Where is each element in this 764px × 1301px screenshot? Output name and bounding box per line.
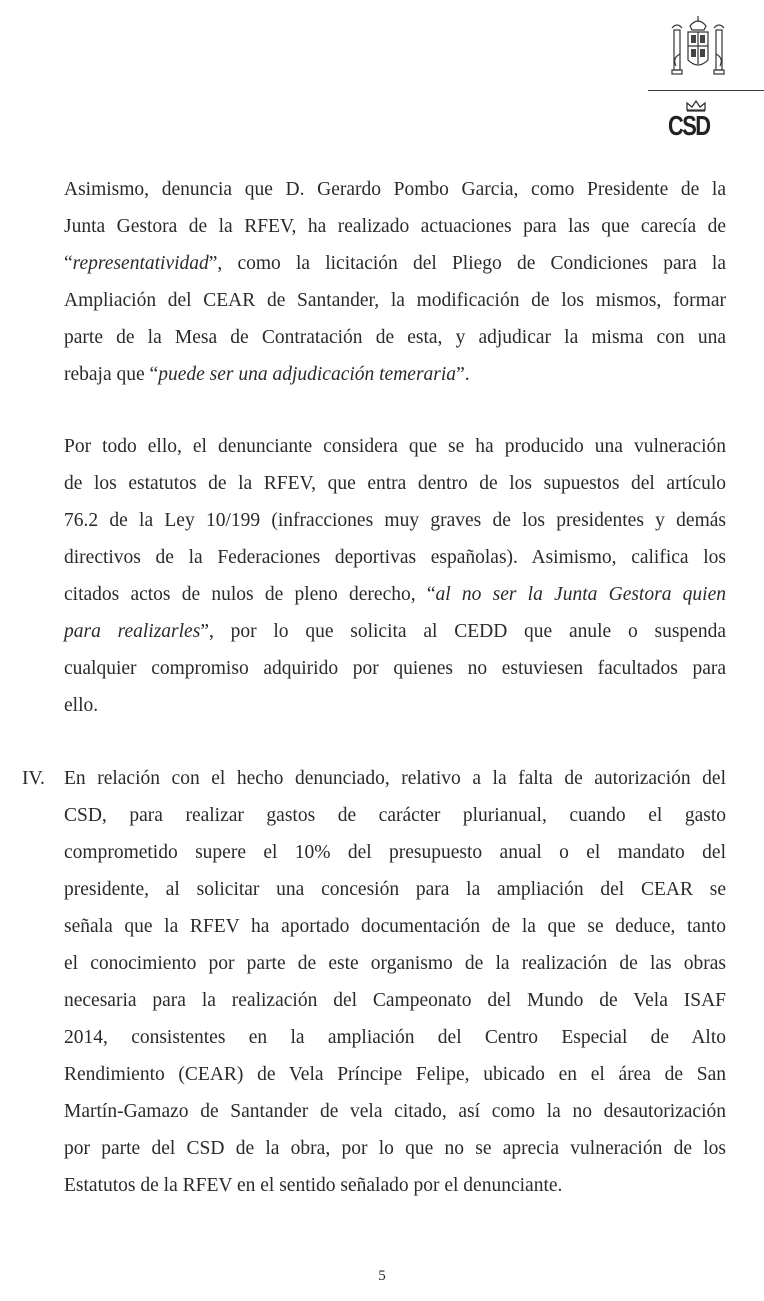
section-iv-line: el conocimiento por parte de este organismo de la realización de las obras: [64, 953, 726, 974]
italic-quote: representatividad: [72, 253, 209, 274]
csd-logo: CSD: [668, 110, 710, 141]
section-iv-line: Rendimiento (CEAR) de Vela Príncipe Felipe, ubicado en el área de San: [64, 1064, 726, 1085]
paragraph-2-line: [64, 613, 726, 650]
section-iv-text: [64, 760, 726, 1204]
paragraph-2-line: Por todo ello, el denunciante considera que se ha producido una vulneración: [64, 436, 726, 457]
text-run: ”, por lo que solicita al CEDD que anule o suspenda: [200, 621, 726, 642]
text-run: ”, como la licitación del Pliego de Condiciones para la: [208, 253, 726, 274]
italic-quote: puede ser una adjudicación temeraria: [158, 364, 457, 385]
section-iv-line: En relación con el hecho denunciado, relativo a la falta de autorización del: [64, 768, 726, 789]
text-run: “: [64, 253, 73, 274]
section-iv-line: presidente, al solicitar una concesión para la ampliación del CEAR se: [64, 879, 726, 900]
text-run: ”.: [456, 364, 470, 385]
section-iv-line: Martín-Gamazo de Santander de vela citado, así como la no desautorización: [64, 1101, 726, 1122]
paragraph-2-line: directivos de la Federaciones deportivas españolas). Asimismo, califica los: [64, 547, 726, 568]
paragraph-1-line: Ampliación del CEAR de Santander, la modificación de los mismos, formar: [64, 290, 726, 311]
paragraph-2-line: cualquier compromiso adquirido por quienes no estuviesen facultados para: [64, 658, 726, 679]
text-run: citados actos de nulos de pleno derecho, “: [64, 584, 436, 605]
section-iv-line: comprometido supere el 10% del presupuesto anual o el mandato del: [64, 842, 726, 863]
section-marker: IV.: [22, 768, 45, 789]
paragraph-2-line: de los estatutos de la RFEV, que entra dentro de los supuestos del artículo: [64, 473, 726, 494]
paragraph-2-line: [64, 576, 726, 613]
section-iv-line: 2014, consistentes en la ampliación del Centro Especial de Alto: [64, 1027, 726, 1048]
paragraph-1-line: [64, 356, 726, 393]
italic-quote: para realizarles: [64, 621, 201, 642]
header-rule: [648, 90, 764, 91]
page-number: 5: [378, 1268, 386, 1284]
paragraph-1-line: Asimismo, denuncia que D. Gerardo Pombo Garcia, como Presidente de la: [64, 179, 726, 200]
paragraph-1-line: Junta Gestora de la RFEV, ha realizado actuaciones para las que carecía de: [64, 216, 726, 237]
section-iv-line: por parte del CSD de la obra, por lo que no se aprecia vulneración de los: [64, 1138, 726, 1159]
text-run: rebaja que “: [64, 364, 159, 385]
paragraph-2-line: ello.: [64, 695, 99, 716]
coat-of-arms-icon: [668, 14, 728, 82]
paragraph-1-line: [64, 245, 726, 282]
section-iv-line: necesaria para la realización del Campeonato del Mundo de Vela ISAF: [64, 990, 726, 1011]
italic-quote: al no ser la Junta Gestora quien: [435, 584, 726, 605]
paragraph-1: [64, 171, 726, 393]
section-iv-line: Estatutos de la RFEV en el sentido señalado por el denunciante.: [64, 1175, 563, 1196]
section-iv-line: CSD, para realizar gastos de carácter plurianual, cuando el gasto: [64, 805, 726, 826]
paragraph-1-line: parte de la Mesa de Contratación de esta, y adjudicar la misma con una: [64, 327, 726, 348]
section-iv-line: señala que la RFEV ha aportado documentación de la que se deduce, tanto: [64, 916, 726, 937]
paragraph-2-line: 76.2 de la Ley 10/199 (infracciones muy graves de los presidentes y demás: [64, 510, 726, 531]
paragraph-2: [64, 428, 726, 724]
